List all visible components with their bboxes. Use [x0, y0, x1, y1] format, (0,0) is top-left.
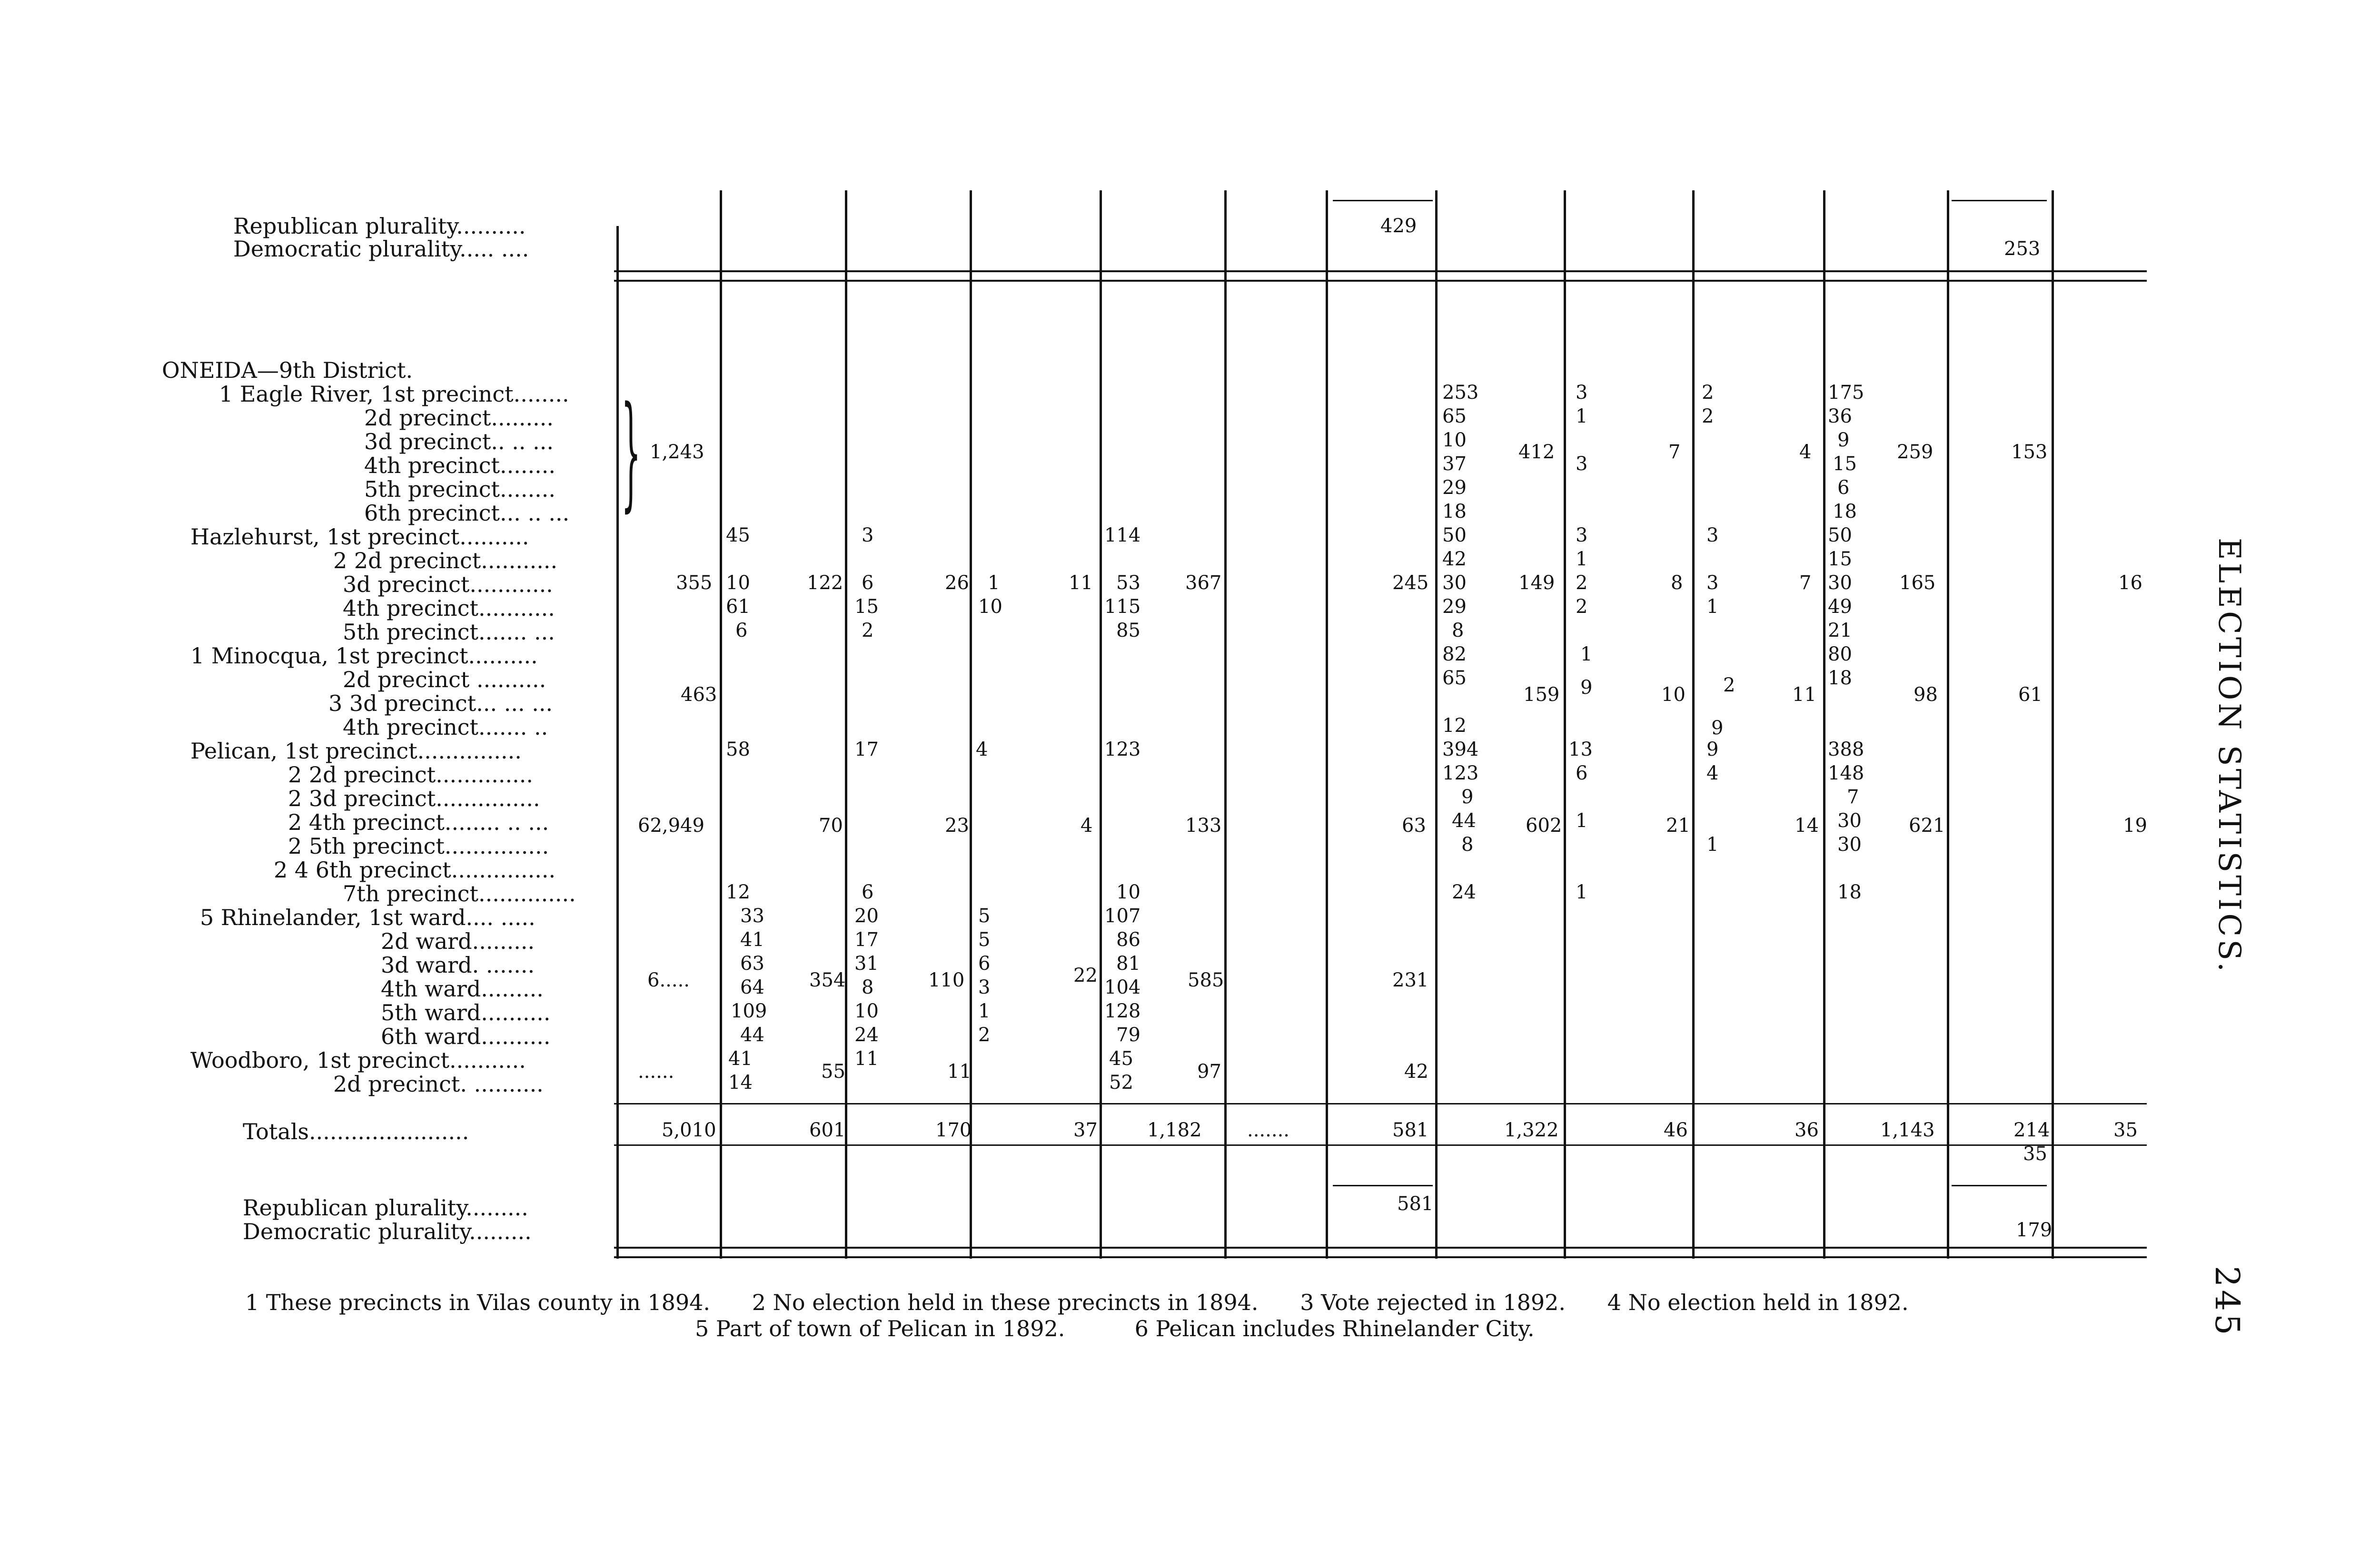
- pelican-c2-1: 58: [726, 739, 750, 760]
- hazlehurst-c3-4: 15: [854, 596, 879, 618]
- pelican-c11: 621: [1909, 815, 1945, 837]
- hazlehurst-c2-3: 10: [726, 572, 750, 594]
- rhinelander-c3-5: 10: [854, 1000, 879, 1022]
- total-c3: 170: [935, 1119, 972, 1141]
- rhinelander-c4-1: 5: [978, 905, 991, 927]
- pelican-c9-4: 1: [1576, 810, 1588, 832]
- total-c6: .......: [1247, 1119, 1290, 1141]
- minocqua-c10-4: 9: [1711, 717, 1724, 739]
- col-rule: [2052, 190, 2054, 1259]
- hazlehurst-c8-4: 29: [1442, 596, 1467, 618]
- pelican-c8-3: 9: [1461, 786, 1474, 808]
- hazlehurst-c9-3: 2: [1576, 572, 1588, 594]
- rhinelander-c3-4: 8: [862, 976, 874, 998]
- col-rule: [1823, 190, 1825, 1259]
- row-label: 5th ward..........: [381, 1000, 551, 1025]
- bottom-double-rule-2: [614, 1256, 2147, 1258]
- hazlehurst-c2-5: 6: [735, 620, 748, 641]
- rhinelander-c3-1: 20: [854, 905, 879, 927]
- total-c9: 46: [1664, 1119, 1688, 1141]
- minocqua-c11: 98: [1914, 684, 1938, 706]
- rhinelander-c5: 585: [1188, 969, 1224, 991]
- row-label: 6th ward..........: [381, 1024, 551, 1049]
- pelican-c5-1: 123: [1104, 739, 1141, 760]
- rhinelander-c5-4: 104: [1104, 976, 1141, 998]
- pelican-c5-7: 10: [1116, 881, 1140, 903]
- hazlehurst-c8-1: 50: [1442, 524, 1467, 546]
- hazlehurst-c11-5: 21: [1828, 620, 1852, 641]
- bottom-dem-plurality-label: Democratic plurality.........: [243, 1219, 532, 1244]
- pelican-c8-1: 394: [1442, 739, 1479, 760]
- hazlehurst-c11: 165: [1899, 572, 1936, 594]
- rhinelander-c2-2: 41: [740, 929, 764, 951]
- woodboro-c1: ......: [638, 1061, 674, 1083]
- rhinelander-c2-5: 109: [731, 1000, 767, 1022]
- rhinelander-c1: 6.....: [647, 969, 690, 991]
- rhinelander-c2-4: 64: [740, 976, 764, 998]
- footnote-line-2: 5 Part of town of Pelican in 1892. 6 Pelican includes Rhinelander City.: [695, 1316, 1535, 1341]
- col-rule: [1224, 190, 1227, 1259]
- pelican-c8-7: 24: [1452, 881, 1476, 903]
- hazlehurst-c11-3: 30: [1828, 572, 1852, 594]
- row-label: 3d ward. .......: [381, 952, 535, 978]
- pelican-c11-1: 388: [1828, 739, 1864, 760]
- eagle-river-c10-1: 2: [1702, 382, 1714, 404]
- hazlehurst-c9-4: 2: [1576, 596, 1588, 618]
- footnote-line-1: 1 These precincts in Vilas county in 1894. 2 No election held in these precincts in 1894. 3 Vote rejected in 1892. 4 No election held in 1892.: [245, 1290, 1909, 1315]
- woodboro-c3: 11: [947, 1061, 972, 1083]
- hazlehurst-c5: 367: [1185, 572, 1222, 594]
- bottom-rep-plurality-label: Republican plurality.........: [243, 1195, 528, 1221]
- row-label: 4th ward.........: [381, 976, 544, 1002]
- minocqua-c8-2: 65: [1442, 667, 1467, 689]
- rhinelander-c4-2: 5: [978, 929, 991, 951]
- minocqua-c10-2: 2: [1723, 674, 1735, 696]
- pelican-c2: 70: [819, 815, 843, 837]
- bottom-double-rule-1: [614, 1247, 2147, 1249]
- minocqua-c8-4: 12: [1442, 715, 1467, 737]
- woodboro-c2-2: 14: [728, 1072, 753, 1094]
- eagle-river-c9-4: 3: [1576, 453, 1588, 475]
- hazlehurst-c2-4: 61: [726, 596, 750, 618]
- row-label: Woodboro, 1st precinct...........: [190, 1047, 526, 1073]
- minocqua-c8: 159: [1523, 684, 1560, 706]
- total-c13: 35: [2113, 1119, 2138, 1141]
- hazlehurst-c10: 7: [1799, 572, 1812, 594]
- eagle-river-c8-5: 29: [1442, 477, 1467, 499]
- woodboro-c5-1: 45: [1109, 1048, 1133, 1070]
- hazlehurst-c10-1: 3: [1706, 524, 1719, 546]
- eagle-river-c11-3: 9: [1837, 429, 1850, 451]
- pelican-c4-1: 4: [976, 739, 988, 760]
- row-label: 2 3d precinct...............: [288, 786, 540, 811]
- totals-rule: [614, 1103, 2147, 1104]
- hazlehurst-c11-1: 50: [1828, 524, 1852, 546]
- hazlehurst-c4: 11: [1069, 572, 1093, 594]
- pelican-c8-4: 44: [1452, 810, 1476, 832]
- minocqua-c1: 463: [681, 684, 717, 706]
- pelican-c11-7: 18: [1837, 881, 1862, 903]
- hazlehurst-c2: 122: [807, 572, 843, 594]
- hazlehurst-c9-1: 3: [1576, 524, 1588, 546]
- total-c11: 1,143: [1880, 1119, 1935, 1141]
- pelican-c8-2: 123: [1442, 762, 1479, 784]
- top-rep-plurality-value: 429: [1380, 215, 1417, 237]
- woodboro-c5: 97: [1197, 1061, 1221, 1083]
- col-rule: [720, 190, 722, 1259]
- row-label: 1 Minocqua, 1st precinct..........: [190, 643, 538, 669]
- hazlehurst-c7: 245: [1392, 572, 1429, 594]
- hazlehurst-c8-3: 30: [1442, 572, 1467, 594]
- eagle-river-c10: 4: [1799, 441, 1812, 463]
- row-label: 3 3d precinct... ... ...: [328, 690, 553, 716]
- col-rule: [1564, 190, 1566, 1259]
- eagle-river-c9-2: 1: [1576, 405, 1588, 427]
- woodboro-c7: 42: [1404, 1061, 1428, 1083]
- row-label: 3d precinct.. .. ...: [364, 429, 554, 454]
- rhinelander-c5-3: 81: [1116, 953, 1140, 975]
- hazlehurst-c8-2: 42: [1442, 548, 1467, 570]
- eagle-river-c11-1: 175: [1828, 382, 1864, 404]
- eagle-river-c11-6: 18: [1833, 501, 1857, 522]
- pelican-c13: 19: [2123, 815, 2147, 837]
- rhinelander-c4-5: 1: [978, 1000, 991, 1022]
- hazlehurst-c3-5: 2: [862, 620, 874, 641]
- row-label: 4th precinct....... ..: [343, 714, 548, 740]
- rhinelander-c3: 110: [928, 969, 965, 991]
- hazlehurst-c3: 26: [945, 572, 969, 594]
- pelican-c1: 62,949: [638, 815, 704, 837]
- eagle-river-c8-2: 65: [1442, 405, 1467, 427]
- col-rule: [1692, 190, 1695, 1259]
- hazlehurst-c3-3: 6: [862, 572, 874, 594]
- row-label: 6th precinct... .. ...: [364, 500, 570, 526]
- row-label: 2d precinct ..........: [343, 667, 546, 692]
- pelican-c9: 21: [1666, 815, 1690, 837]
- pelican-c4: 4: [1081, 815, 1093, 837]
- rhinelander-c2-3: 63: [740, 953, 764, 975]
- rhinelander-c3-3: 31: [854, 953, 879, 975]
- total-c5: 1,182: [1147, 1119, 1202, 1141]
- pelican-c5: 133: [1185, 815, 1222, 837]
- row-label: 2 4 6th precinct...............: [274, 857, 556, 883]
- hazlehurst-c8: 149: [1518, 572, 1555, 594]
- total-c12b: 35: [2023, 1143, 2047, 1165]
- eagle-river-c8-6: 18: [1442, 501, 1467, 522]
- pelican-c2-7: 12: [726, 881, 750, 903]
- col-rule: [1947, 190, 1949, 1259]
- rhinelander-c5-2: 86: [1116, 929, 1140, 951]
- woodboro-c2: 55: [821, 1061, 845, 1083]
- pelican-c11-3: 7: [1847, 786, 1859, 808]
- hazlehurst-c3-1: 3: [862, 524, 874, 546]
- hazlehurst-c5-3: 53: [1116, 572, 1140, 594]
- top-dem-plurality-label: Democratic plurality..... ....: [233, 236, 529, 262]
- hazlehurst-c5-5: 85: [1116, 620, 1140, 641]
- hazlehurst-c9: 8: [1671, 572, 1683, 594]
- pelican-c10-2: 4: [1706, 762, 1719, 784]
- bottom-dem-plurality-value: 179: [2016, 1219, 2053, 1241]
- eagle-river-c11-4: 15: [1833, 453, 1857, 475]
- totals-bottom-rule: [614, 1144, 2147, 1146]
- total-c8: 1,322: [1504, 1119, 1559, 1141]
- row-label: 2 2d precinct...........: [333, 548, 558, 573]
- row-label: 5th precinct........: [364, 476, 555, 502]
- rhinelander-c2-1: 33: [740, 905, 764, 927]
- eagle-river-c10-2: 2: [1702, 405, 1714, 427]
- col-rule: [1435, 190, 1438, 1259]
- total-c12a: 214: [2013, 1119, 2050, 1141]
- eagle-river-c8-3: 10: [1442, 429, 1467, 451]
- row-label: 2d ward.........: [381, 928, 535, 954]
- woodboro-c5-2: 52: [1109, 1072, 1133, 1094]
- rhinelander-c5-5: 128: [1104, 1000, 1141, 1022]
- pelican-c3: 23: [945, 815, 969, 837]
- hazlehurst-c5-1: 114: [1104, 524, 1141, 546]
- rhinelander-c2: 354: [809, 969, 846, 991]
- eagle-river-c9: 7: [1668, 441, 1681, 463]
- top-rep-plurality-overline: [1333, 200, 1433, 201]
- total-c7: 581: [1392, 1119, 1429, 1141]
- hazlehurst-c11-4: 49: [1828, 596, 1852, 618]
- top-rep-plurality-label: Republican plurality..........: [233, 213, 526, 239]
- pelican-c11-2: 148: [1828, 762, 1864, 784]
- county-heading: ONEIDA—9th District.: [162, 357, 413, 383]
- pelican-c11-5: 30: [1837, 834, 1862, 856]
- col-rule: [1326, 190, 1328, 1259]
- minocqua-c10: 11: [1792, 684, 1816, 706]
- eagle-river-c9-1: 3: [1576, 382, 1588, 404]
- eagle-river-c8-1: 253: [1442, 382, 1479, 404]
- rhinelander-c5-1: 107: [1104, 905, 1141, 927]
- eagle-river-c12: 153: [2011, 441, 2048, 463]
- hazlehurst-c9-2: 1: [1576, 548, 1588, 570]
- col-rule: [1100, 190, 1102, 1259]
- row-label: 2d precinct. ..........: [333, 1071, 544, 1097]
- row-label: Pelican, 1st precinct...............: [190, 738, 522, 764]
- eagle-river-c11-5: 6: [1837, 477, 1850, 499]
- hazlehurst-c5-4: 115: [1104, 596, 1141, 618]
- bottom-rep-plurality-value: 581: [1397, 1193, 1434, 1215]
- hazlehurst-c2-1: 45: [726, 524, 750, 546]
- eagle-river-c8-4: 37: [1442, 453, 1467, 475]
- rhinelander-c3-6: 24: [854, 1024, 879, 1046]
- top-double-rule-1: [614, 270, 2147, 272]
- hazlehurst-c11-2: 15: [1828, 548, 1852, 570]
- rhinelander-c3-2: 17: [854, 929, 879, 951]
- eagle-river-total-c1: 1,243: [650, 441, 704, 463]
- pelican-c9-7: 1: [1576, 881, 1588, 903]
- dem-plurality-underline: [1952, 1185, 2047, 1186]
- row-label: 4th precinct...........: [343, 595, 555, 621]
- eagle-river-c11-2: 36: [1828, 405, 1852, 427]
- row-label: Hazlehurst, 1st precinct..........: [190, 524, 529, 550]
- eagle-river-c8: 412: [1518, 441, 1555, 463]
- pelican-c11-4: 30: [1837, 810, 1862, 832]
- rhinelander-c4: 22: [1073, 965, 1098, 986]
- top-dem-plurality-value: 253: [2004, 238, 2041, 260]
- woodboro-c3-1: 11: [854, 1048, 879, 1070]
- minocqua-c11-1: 80: [1828, 643, 1852, 665]
- row-label: 3d precinct............: [343, 572, 553, 597]
- row-label: 5th precinct....... ...: [343, 619, 555, 645]
- page-number: 245: [2208, 1266, 2247, 1338]
- hazlehurst-c10-4: 1: [1706, 596, 1719, 618]
- hazlehurst-c8-5: 8: [1452, 620, 1464, 641]
- rhinelander-c4-6: 2: [978, 1024, 991, 1046]
- total-c4: 37: [1073, 1119, 1098, 1141]
- row-label: 4th precinct........: [364, 453, 555, 478]
- woodboro-c2-1: 41: [728, 1048, 753, 1070]
- total-c10: 36: [1795, 1119, 1819, 1141]
- col-rule: [845, 190, 847, 1259]
- minocqua-c9-2: 9: [1580, 677, 1593, 699]
- rhinelander-c4-4: 3: [978, 976, 991, 998]
- pelican-c10-5: 1: [1706, 834, 1719, 856]
- hazlehurst-c4-3: 1: [988, 572, 1000, 594]
- hazlehurst-c1: 355: [676, 572, 713, 594]
- pelican-c3-1: 17: [854, 739, 879, 760]
- row-label: 2 4th precinct........ .. ...: [288, 809, 549, 835]
- rhinelander-c7: 231: [1392, 969, 1429, 991]
- pelican-c9-1: 13: [1568, 739, 1593, 760]
- eagle-river-c11: 259: [1897, 441, 1934, 463]
- top-dem-plurality-overline: [1952, 200, 2047, 201]
- rhinelander-c4-3: 6: [978, 953, 991, 975]
- hazlehurst-c4-4: 10: [978, 596, 1002, 618]
- pelican-c7: 63: [1402, 815, 1426, 837]
- total-c2: 601: [809, 1119, 846, 1141]
- minocqua-c12: 61: [2018, 684, 2043, 706]
- pelican-c8: 602: [1526, 815, 1562, 837]
- rhinelander-c2-6: 44: [740, 1024, 764, 1046]
- rep-plurality-underline: [1333, 1185, 1433, 1186]
- minocqua-c9-1: 1: [1580, 643, 1593, 665]
- minocqua-c9: 10: [1661, 684, 1686, 706]
- total-c1: 5,010: [662, 1119, 716, 1141]
- pelican-c9-2: 6: [1576, 762, 1588, 784]
- row-label: 2d precinct.........: [364, 405, 554, 431]
- row-label: 2 5th precinct...............: [288, 833, 549, 859]
- row-label: 5 Rhinelander, 1st ward.... .....: [200, 905, 536, 930]
- minocqua-c11-2: 18: [1828, 667, 1852, 689]
- pelican-c10-1: 9: [1706, 739, 1719, 760]
- pelican-c10: 14: [1795, 815, 1819, 837]
- top-double-rule-2: [614, 280, 2147, 282]
- hazlehurst-c13: 16: [2118, 572, 2142, 594]
- row-label: 2 2d precinct..............: [288, 762, 533, 788]
- pelican-c8-5: 8: [1461, 834, 1474, 856]
- col-rule: [970, 190, 972, 1259]
- side-title: ELECTION STATISTICS.: [2211, 538, 2247, 975]
- rhinelander-c5-6: 79: [1116, 1024, 1140, 1046]
- row-label: 1 Eagle River, 1st precinct........: [219, 381, 569, 407]
- row-label: 7th precinct..............: [343, 881, 576, 907]
- minocqua-c8-1: 82: [1442, 643, 1467, 665]
- group-brace: }: [621, 380, 641, 524]
- pelican-c3-7: 6: [862, 881, 874, 903]
- hazlehurst-c10-3: 3: [1706, 572, 1719, 594]
- totals-label: Totals.......................: [243, 1119, 469, 1144]
